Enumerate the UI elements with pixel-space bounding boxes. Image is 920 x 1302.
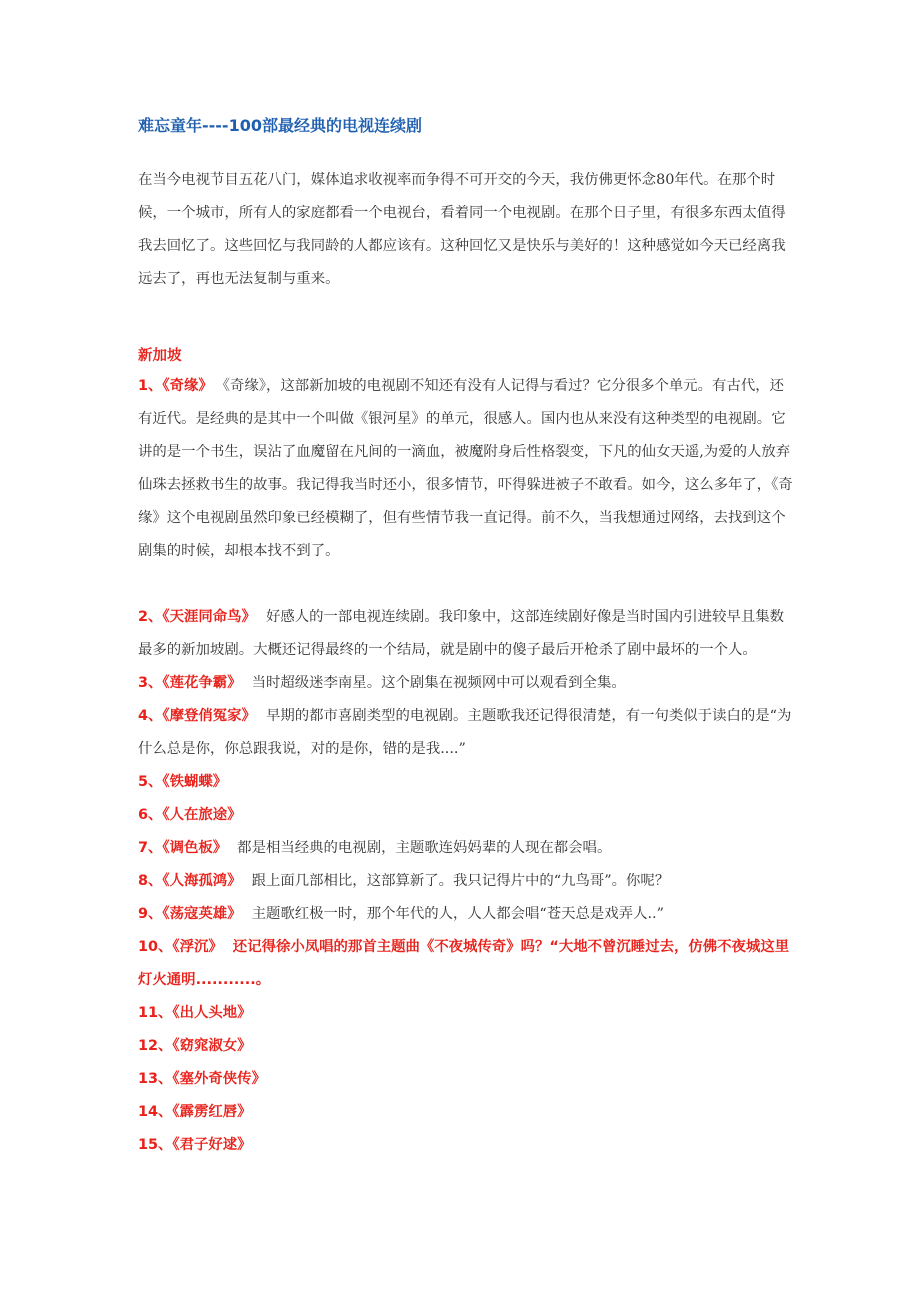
list-item (138, 667, 798, 700)
item-title: 《浮沉》 (172, 939, 223, 955)
item-title: 《莲花争霸》 (162, 675, 242, 691)
list-item (138, 865, 798, 898)
item-number: 8、 (138, 873, 163, 889)
list-item (138, 1063, 798, 1096)
item-number: 10、 (138, 939, 173, 955)
document-title: 难忘童年----100部最经典的电视连续剧 (138, 116, 422, 135)
item-description: 《奇缘》，这部新加坡的电视剧不知还有没有人记得与看过？它分很多个单元。有古代，还有近代。是经典的是其中一个叫做《银河星》的单元，很感人。国内也从来没有这种类型的电视剧。它讲的是一个书生，误沾了血魔留在凡间的一滴血，被魔附身后性格裂变，下凡的仙女天遥,为爱的人放弃仙珠去拯救书生的故事。我记得我当时还小，很多情节，吓得躲进被子不敢看。如今，这么多年了，《奇缘》这个电视剧虽然印象已经模糊了，但有些情节我一直记得。前不久，当我想通过网络，去找到这个剧集的时候，却根本找不到了。 (138, 378, 793, 559)
item-number: 15、 (138, 1137, 173, 1153)
list-item (138, 1096, 798, 1129)
item-description: 还记得徐小凤唱的那首主题曲《不夜城传奇》吗？“大地不曾沉睡过去，仿佛不夜城这里灯火通明...........。 (138, 939, 790, 988)
item-number: 11、 (138, 1005, 173, 1021)
item-number: 12、 (138, 1038, 173, 1054)
item-description: 好感人的一部电视连续剧。我印象中，这部连续剧好像是当时国内引进较早且集数最多的新加坡剧。大概还记得最终的一个结局，就是剧中的傻子最后开枪杀了剧中最坏的一个人。 (138, 609, 785, 658)
item-title: 《人海孤鸿》 (162, 873, 242, 889)
list-item (138, 601, 798, 667)
list-item (138, 832, 798, 865)
item-description: 当时超级迷李南星。这个剧集在视频网中可以观看到全集。 (251, 675, 626, 691)
item-number: 7、 (138, 840, 163, 856)
item-title: 《出人头地》 (172, 1005, 252, 1021)
item-title: 《窈窕淑女》 (172, 1038, 252, 1054)
item-number: 5、 (138, 774, 163, 790)
item-number: 9、 (138, 906, 163, 922)
item-description: 都是相当经典的电视剧，主题歌连妈妈辈的人现在都会唱。 (237, 840, 612, 856)
item-title: 《霹雳红唇》 (172, 1104, 252, 1120)
list-item (138, 898, 798, 931)
item-number: 1、 (138, 378, 163, 394)
item-number: 4、 (138, 708, 163, 724)
item-title: 《调色板》 (162, 840, 228, 856)
document-page (138, 112, 798, 1162)
list-item (138, 997, 798, 1030)
list-item (138, 931, 798, 997)
item-title: 《天涯同命鸟》 (162, 609, 256, 625)
item-number: 3、 (138, 675, 163, 691)
item-description: 早期的都市喜剧类型的电视剧。主题歌我还记得很清楚，有一句类似于读白的是“为什么总是你，你总跟我说，对的是你，错的是我....” (138, 708, 792, 757)
item-title: 《奇缘》 (162, 378, 213, 394)
item-title: 《塞外奇侠传》 (172, 1071, 266, 1087)
item-description: 跟上面几部相比，这部算新了。我只记得片中的“九鸟哥”。你呢？ (251, 873, 670, 889)
intro-paragraph: 在当今电视节目五花八门，媒体追求收视率而争得不可开交的今天，我仿佛更怀念80年代。在那个时候，一个城市，所有人的家庭都看一个电视台，看着同一个电视剧。在那个日子里，有很多东西太值得我去回忆了。这些回忆与我同龄的人都应该有。这种回忆又是快乐与美好的！这种感觉如今天已经离我远去了，再也无法复制与重来。 (138, 172, 786, 287)
item-description: 主题歌红极一时，那个年代的人，人人都会唱“苍天总是戏弄人..” (251, 906, 664, 922)
item-title: 《荡寇英雄》 (162, 906, 242, 922)
item-number: 2、 (138, 609, 163, 625)
section-heading: 新加坡 (138, 348, 182, 364)
item-title: 《人在旅途》 (162, 807, 242, 823)
list-item (138, 799, 798, 832)
item-number: 14、 (138, 1104, 173, 1120)
item-number: 13、 (138, 1071, 173, 1087)
list-item (138, 370, 798, 568)
list-item (138, 766, 798, 799)
list-item (138, 1129, 798, 1162)
item-title: 《摩登俏冤家》 (162, 708, 256, 724)
list-item (138, 700, 798, 766)
list-item (138, 1030, 798, 1063)
item-title: 《君子好逑》 (172, 1137, 252, 1153)
item-title: 《铁蝴蝶》 (162, 774, 228, 790)
item-number: 6、 (138, 807, 163, 823)
